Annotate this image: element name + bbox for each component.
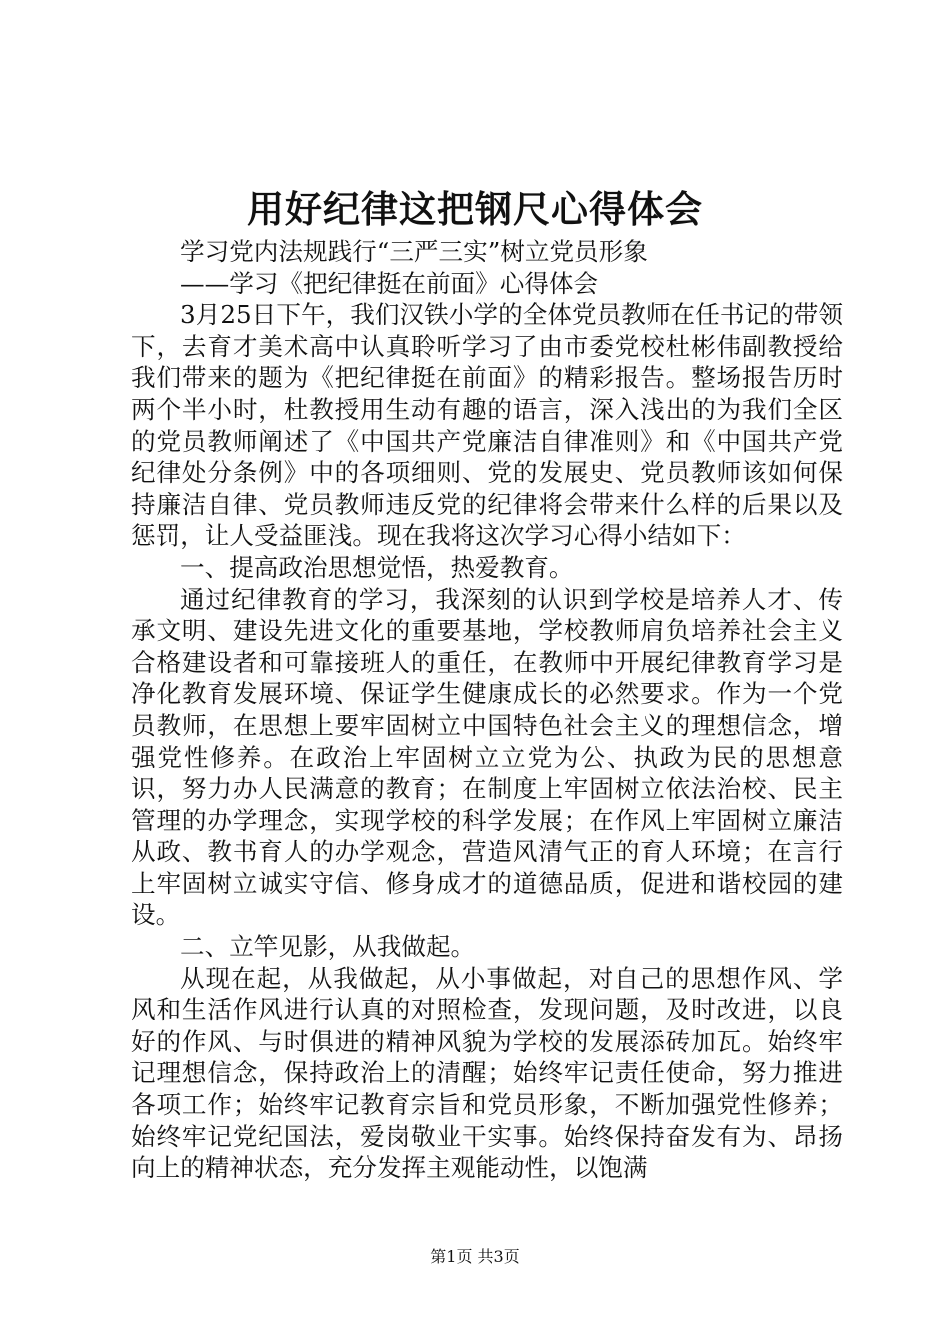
section-heading: 二、立竿见影，从我做起。 (180, 932, 476, 962)
subtitle-line: ——学习《把纪律挺在前面》心得体会 (180, 268, 599, 298)
page-footer: 第1页 共3页 (430, 1247, 520, 1266)
document-title: 用好纪律这把钢尺心得体会 (247, 187, 703, 231)
section-heading: 一、提高政治思想觉悟，热爱教育。 (180, 552, 574, 582)
body-paragraph: 从现在起，从我做起，从小事做起，对自己的思想作风、学风和生活作风进行认真的对照检查，发现问题，及时改进，以良好的作风、与时俱进的精神风貌为学校的发展添砖加瓦。始终牢记理想信念，保持政治上的清醒；始终牢记责任使命，努力推进各项工作；始终牢记教育宗旨和党员形象，不断加强党性修养；始终牢记党纪国法，爱岗敬业干实事。始终保持奋发有为、昂扬向上的精神状态，充分发挥主观能动性，以饱满 (131, 963, 843, 1183)
body-paragraph: 3月25日下午，我们汉铁小学的全体党员教师在任书记的带领下，去育才美术高中认真聆听学习了由市委党校杜彬伟副教授给我们带来的题为《把纪律挺在前面》的精彩报告。整场报告历时两个半小时，杜教授用生动有趣的语言，深入浅出的为我们全区的党员教师阐述了《中国共产党廉洁自律准则》和《中国共产党纪律处分条例》中的各项细则、党的发展史、党员教师该如何保持廉洁自律、党员教师违反党的纪律将会带来什么样的后果以及惩罚，让人受益匪浅。现在我将这次学习心得小结如下： (131, 300, 843, 551)
body-paragraph: 通过纪律教育的学习，我深刻的认识到学校是培养人才、传承文明、建设先进文化的重要基地，学校教师肩负培养社会主义合格建设者和可靠接班人的重任，在教师中开展纪律教育学习是净化教育发展环境、保证学生健康成长的必然要求。作为一个党员教师，在思想上要牢固树立中国特色社会主义的理想信念，增强党性修养。在政治上牢固树立立党为公、执政为民的思想意识，努力办人民满意的教育；在制度上牢固树立依法治校、民主管理的办学理念，实现学校的科学发展；在作风上牢固树立廉洁从政、教书育人的办学观念，营造风清气正的育人环境；在言行上牢固树立诚实守信、修身成才的道德品质，促进和谐校园的建设。 (131, 584, 843, 930)
subtitle-line: 学习党内法规践行“三严三实”树立党员形象 (180, 237, 648, 266)
document-body (131, 236, 843, 1184)
